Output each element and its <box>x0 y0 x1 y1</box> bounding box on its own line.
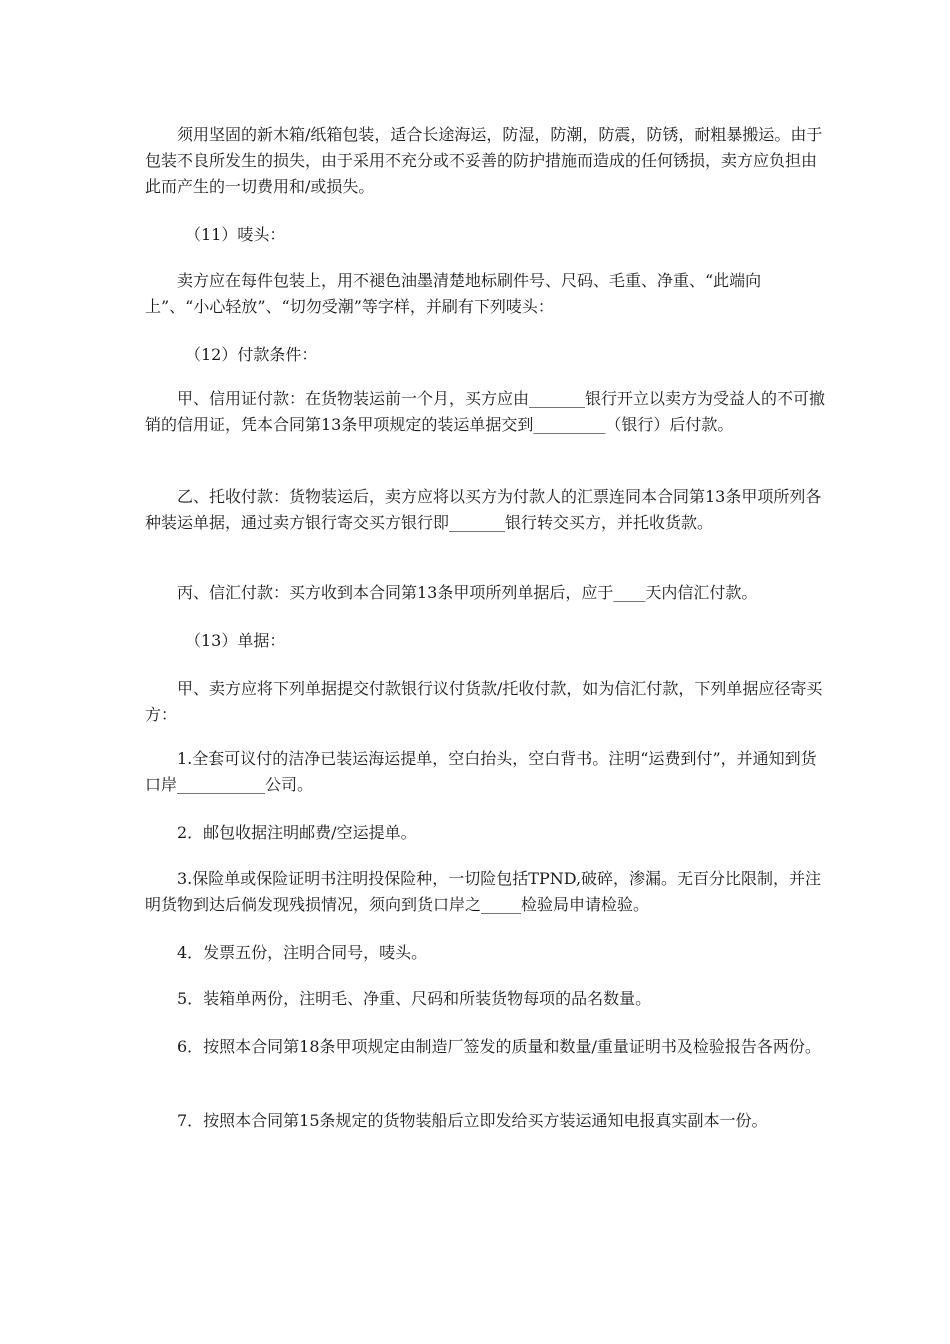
list-item-insurance: 3.保险单或保险证明书注明投保险种，一切险包括TPND,破碎，渗漏。无百分比限制，并注明货物到达后倘发现残损情况，须向到货口岸之_____检验局申请检验。 <box>145 869 822 914</box>
heading-payment-terms: （12）付款条件： <box>185 345 318 364</box>
paragraph-documents-intro: 甲、卖方应将下列单据提交付款银行议付货款/托收付款，如为信汇付款，下列单据应径寄买方： <box>145 679 823 724</box>
paragraph-marks-instructions: 卖方应在每件包装上，用不褪色油墨清楚地标刷件号、尺码、毛重、净重、“此端向上”、“小心轻放”、“切勿受潮”等字样，并刷有下列唛头： <box>145 271 762 316</box>
list-item-invoice: 4．发票五份，注明合同号，唛头。 <box>177 943 428 962</box>
heading-shipping-marks: （11）唛头： <box>185 225 286 244</box>
paragraph-letter-of-credit: 甲、信用证付款：在货物装运前一个月，买方应由_______银行开立以卖方为受益人的不可撤销的信用证，凭本合同第13条甲项规定的装运单据交到_________（银行）后付款。 <box>145 389 826 434</box>
list-item-shipping-advice: 7．按照本合同第15条规定的货物装船后立即发给买方装运通知电报真实副本一份。 <box>177 1111 768 1130</box>
paragraph-collection: 乙、托收付款：货物装运后，卖方应将以买方为付款人的汇票连同本合同第13条甲项所列各种装运单据，通过卖方银行寄交买方银行即_______银行转交买方，并托收货款。 <box>145 487 822 532</box>
paragraph-mail-transfer: 丙、信汇付款：买方收到本合同第13条甲项所列单据后，应于____天内信汇付款。 <box>177 583 758 602</box>
list-item-bill-of-lading: 1.全套可议付的洁净已装运海运提单，空白抬头，空白背书。注明“运费到付”，并通知到货口岸___________公司。 <box>145 749 817 794</box>
list-item-certificates: 6．按照本合同第18条甲项规定由制造厂签发的质量和数量/重量证明书及检验报告各两份。 <box>177 1037 821 1056</box>
heading-documents: （13）单据： <box>185 631 286 650</box>
list-item-packing-list: 5．装箱单两份，注明毛、净重、尺码和所装货物每项的品名数量。 <box>177 989 652 1008</box>
paragraph-packing: 须用坚固的新木箱/纸箱包装，适合长途海运，防湿，防潮，防震，防锈，耐粗暴搬运。由于包装不良所发生的损失，由于采用不充分或不妥善的防护措施而造成的任何锈损，卖方应负担由此而产生的一切费用和/或损失。 <box>145 125 823 196</box>
list-item-parcel-receipt: 2．邮包收据注明邮费/空运提单。 <box>177 823 417 842</box>
